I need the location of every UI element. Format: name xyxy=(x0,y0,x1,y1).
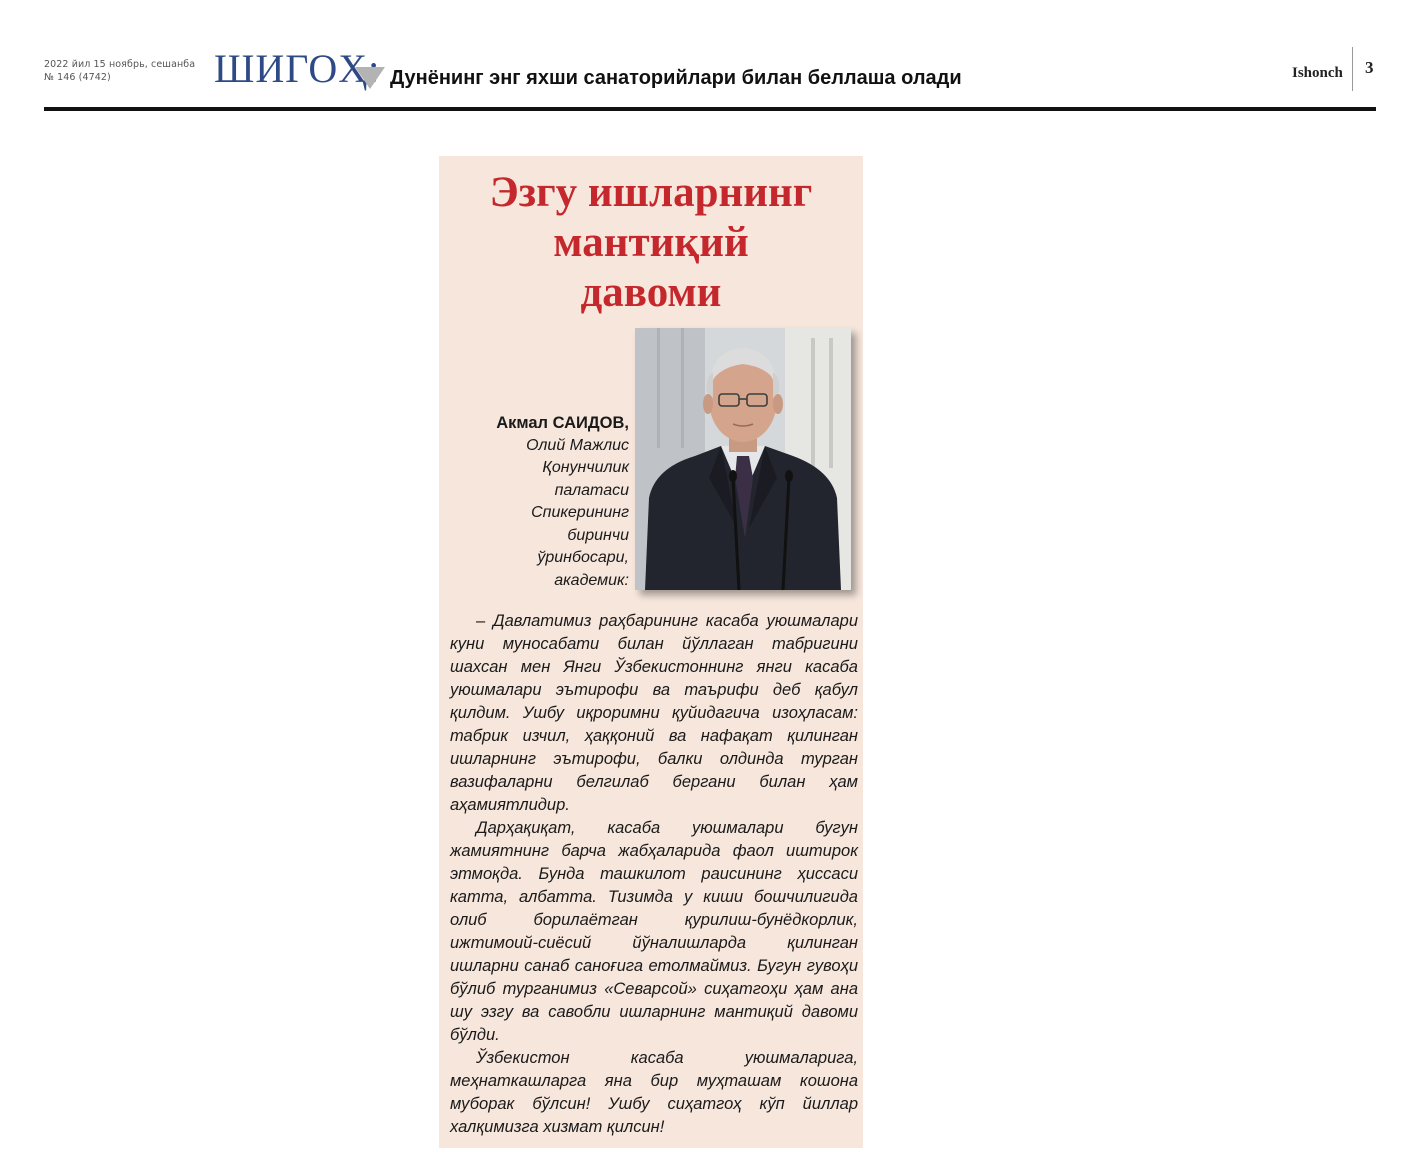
author-role-line: Спикерининг xyxy=(531,504,629,521)
author-role-line: палатаси xyxy=(554,481,629,499)
issue-info xyxy=(44,58,210,84)
header-divider xyxy=(1352,47,1353,91)
author-byline xyxy=(459,412,629,592)
article-paragraph: – Давлатимиз раҳбарининг касаба уюшмалари куни муносабати билан йўллаган табригини шахсан мен Янги Ўзбекистоннинг янги касаба уюшмалари эътирофи ва таърифи деб қабул қилдим. Ушбу иқроримни қуйидагича изоҳласам: табрик изчил, ҳаққоний ва нафақат қилинган ишларнинг эътирофи, балки олдинда турган вазифаларни белгилаб бергани билан ҳам аҳамиятлидир. xyxy=(450,612,858,814)
author-role-line: ўринбосари, xyxy=(537,549,629,566)
article-paragraph: Дарҳақиқат, касаба уюшмалари бугун жамиятнинг барча жабҳаларида фаол иштирок этмоқда. Бунда ташкилот раисининг ҳиссаси катта, албатта. Тизимда у киши бошчилигида олиб борилаётган қурилиш-бунёдкорлик, ижтимоий-сиёсий йўналишларда қилинган ишларни санаб саноғига етолмаймиз. Бугун гувоҳи бўлиб турганимиз «Севарсой» сиҳатгоҳи ҳам ана шу эзгу ва савобли ишларнинг мантиқий давоми бўлди. xyxy=(450,819,858,1044)
author-role-line: Қонунчилик xyxy=(542,459,629,476)
issue-date: 2022 йил 15 ноябрь, сешанба xyxy=(44,59,196,70)
article-box xyxy=(439,156,863,1148)
page-number: 3 xyxy=(1365,58,1374,77)
author-role-line: биринчи xyxy=(567,526,629,544)
author-role-line: Олий Мажлис xyxy=(526,436,629,454)
rubric-arrow-icon xyxy=(355,67,385,89)
headline-line: мантиқий xyxy=(553,219,749,266)
article-body xyxy=(450,610,858,1139)
headline-line: давоми xyxy=(580,269,722,316)
article-headline xyxy=(439,168,863,318)
paper-name: Ishonch xyxy=(1292,65,1343,81)
rubric-title: Дунёнинг энг яхши санаторийлари билан беллаша олади xyxy=(390,67,962,89)
issue-number: № 146 (4742) xyxy=(44,72,111,83)
author-photo xyxy=(635,328,851,590)
section-masthead: ШИГОҲ: xyxy=(214,46,381,91)
author-portrait-illustration xyxy=(635,328,851,590)
headline-line: Эзгу ишларнинг xyxy=(489,169,813,216)
author-role-line: академик: xyxy=(554,571,629,589)
author-name: Акмал САИДОВ, xyxy=(496,414,629,432)
header-rule xyxy=(44,107,1376,111)
article-paragraph: Ўзбекистон касаба уюшмаларига, меҳнаткашларга яна бир муҳташам кошона муборак бўлсин! Ушбу сиҳатгоҳ кўп йиллар халқимизга хизмат қилсин! xyxy=(450,1049,858,1136)
